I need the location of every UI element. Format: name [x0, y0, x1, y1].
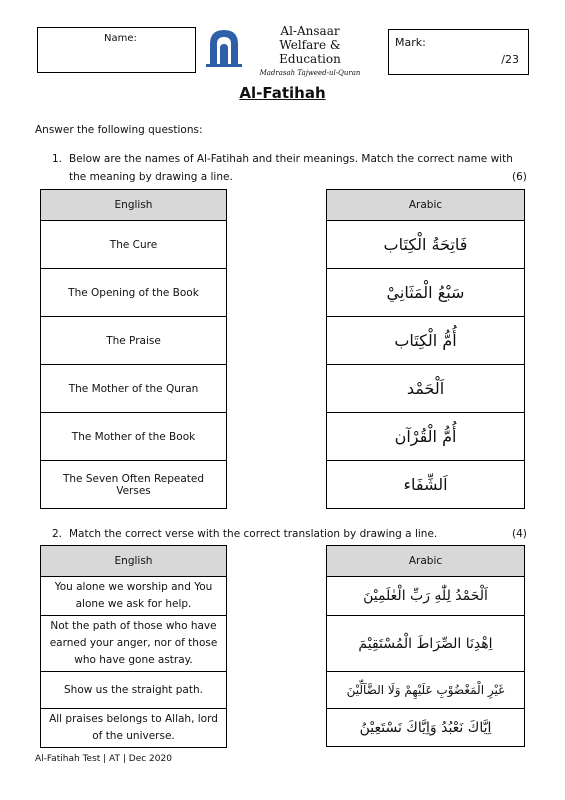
- q1-arabic-cell[interactable]: فَاتِحَةُ الْكِتَاب: [327, 221, 525, 269]
- q1-number: 1.: [52, 153, 63, 165]
- q2-english-cell[interactable]: Show us the straight path.: [41, 672, 227, 709]
- q1-arabic-cell[interactable]: أُمُّ الْكِتَاب: [327, 317, 525, 365]
- q1-arabic-table: [326, 189, 525, 509]
- q2-text: Match the correct verse with the correct translation by drawing a line.: [69, 528, 438, 540]
- name-label: Name:: [104, 33, 137, 44]
- mark-box[interactable]: [388, 29, 529, 75]
- instruction: Answer the following questions:: [35, 124, 203, 136]
- q2-english-cell[interactable]: All praises belongs to Allah, lord of the universe.: [41, 709, 227, 748]
- q1-english-cell[interactable]: The Seven Often Repeated Verses: [41, 461, 227, 509]
- q2-arabic-cell[interactable]: غَيْرِ الْمَغْضُوْبِ عَلَيْهِمْ وَلَا الضَّآلِّيْنَ: [327, 672, 525, 709]
- org-logo: [204, 26, 244, 68]
- q1-arabic-cell[interactable]: اَلشِّفَاء: [327, 461, 525, 509]
- q1-marks: (6): [512, 171, 527, 183]
- name-box[interactable]: [37, 27, 196, 73]
- q1-arabic-cell[interactable]: اَلْحَمْد: [327, 365, 525, 413]
- mark-total: /23: [501, 53, 519, 66]
- q2-english-header: English: [41, 546, 227, 577]
- q2-arabic-cell[interactable]: اَلْحَمْدُ لِلّٰهِ رَبِّ الْعٰلَمِيْنَ: [327, 577, 525, 616]
- org-line3: Madrasah Tajweed-ul-Quran: [259, 69, 361, 77]
- logo-icon: [204, 26, 244, 68]
- q2-marks: (4): [512, 528, 527, 540]
- q2-arabic-cell[interactable]: اِهْدِنَا الصِّرَاطَ الْمُسْتَقِيْمَ: [327, 616, 525, 672]
- q2-arabic-cell[interactable]: اِيَّاكَ نَعْبُدُ وَاِيَّاكَ نَسْتَعِيْنُ: [327, 709, 525, 747]
- q1-arabic-header: Arabic: [327, 190, 525, 221]
- q2-number: 2.: [52, 528, 63, 540]
- q2-arabic-header: Arabic: [327, 546, 525, 577]
- q2-english-cell[interactable]: You alone we worship and You alone we ask for help.: [41, 577, 227, 616]
- q1-text-line1: Below are the names of Al-Fatihah and their meanings. Match the correct name with: [69, 153, 513, 165]
- q1-english-cell[interactable]: The Opening of the Book: [41, 269, 227, 317]
- footer: Al-Fatihah Test | AT | Dec 2020: [35, 754, 172, 764]
- q1-text-line2: the meaning by drawing a line.: [69, 171, 233, 183]
- q1-english-cell[interactable]: The Mother of the Quran: [41, 365, 227, 413]
- q1-arabic-cell[interactable]: أُمُّ الْقُرْآن: [327, 413, 525, 461]
- q1-english-header: English: [41, 190, 227, 221]
- q1-english-table: [40, 189, 227, 509]
- mark-label: Mark:: [395, 36, 426, 49]
- q1-english-cell[interactable]: The Praise: [41, 317, 227, 365]
- q2-english-cell[interactable]: Not the path of those who have earned your anger, nor of those who have gone astray.: [41, 616, 227, 672]
- org-line1: Al-Ansaar: [280, 24, 340, 38]
- q1-english-cell[interactable]: The Cure: [41, 221, 227, 269]
- q2-english-table: [40, 545, 227, 748]
- org-name: [250, 24, 370, 77]
- org-line2: Welfare & Education: [279, 38, 341, 66]
- q2-arabic-table: [326, 545, 525, 747]
- q1-english-cell[interactable]: The Mother of the Book: [41, 413, 227, 461]
- page-title: Al-Fatihah: [239, 84, 326, 102]
- q1-arabic-cell[interactable]: سَبْعُ الْمَثَانِيْ: [327, 269, 525, 317]
